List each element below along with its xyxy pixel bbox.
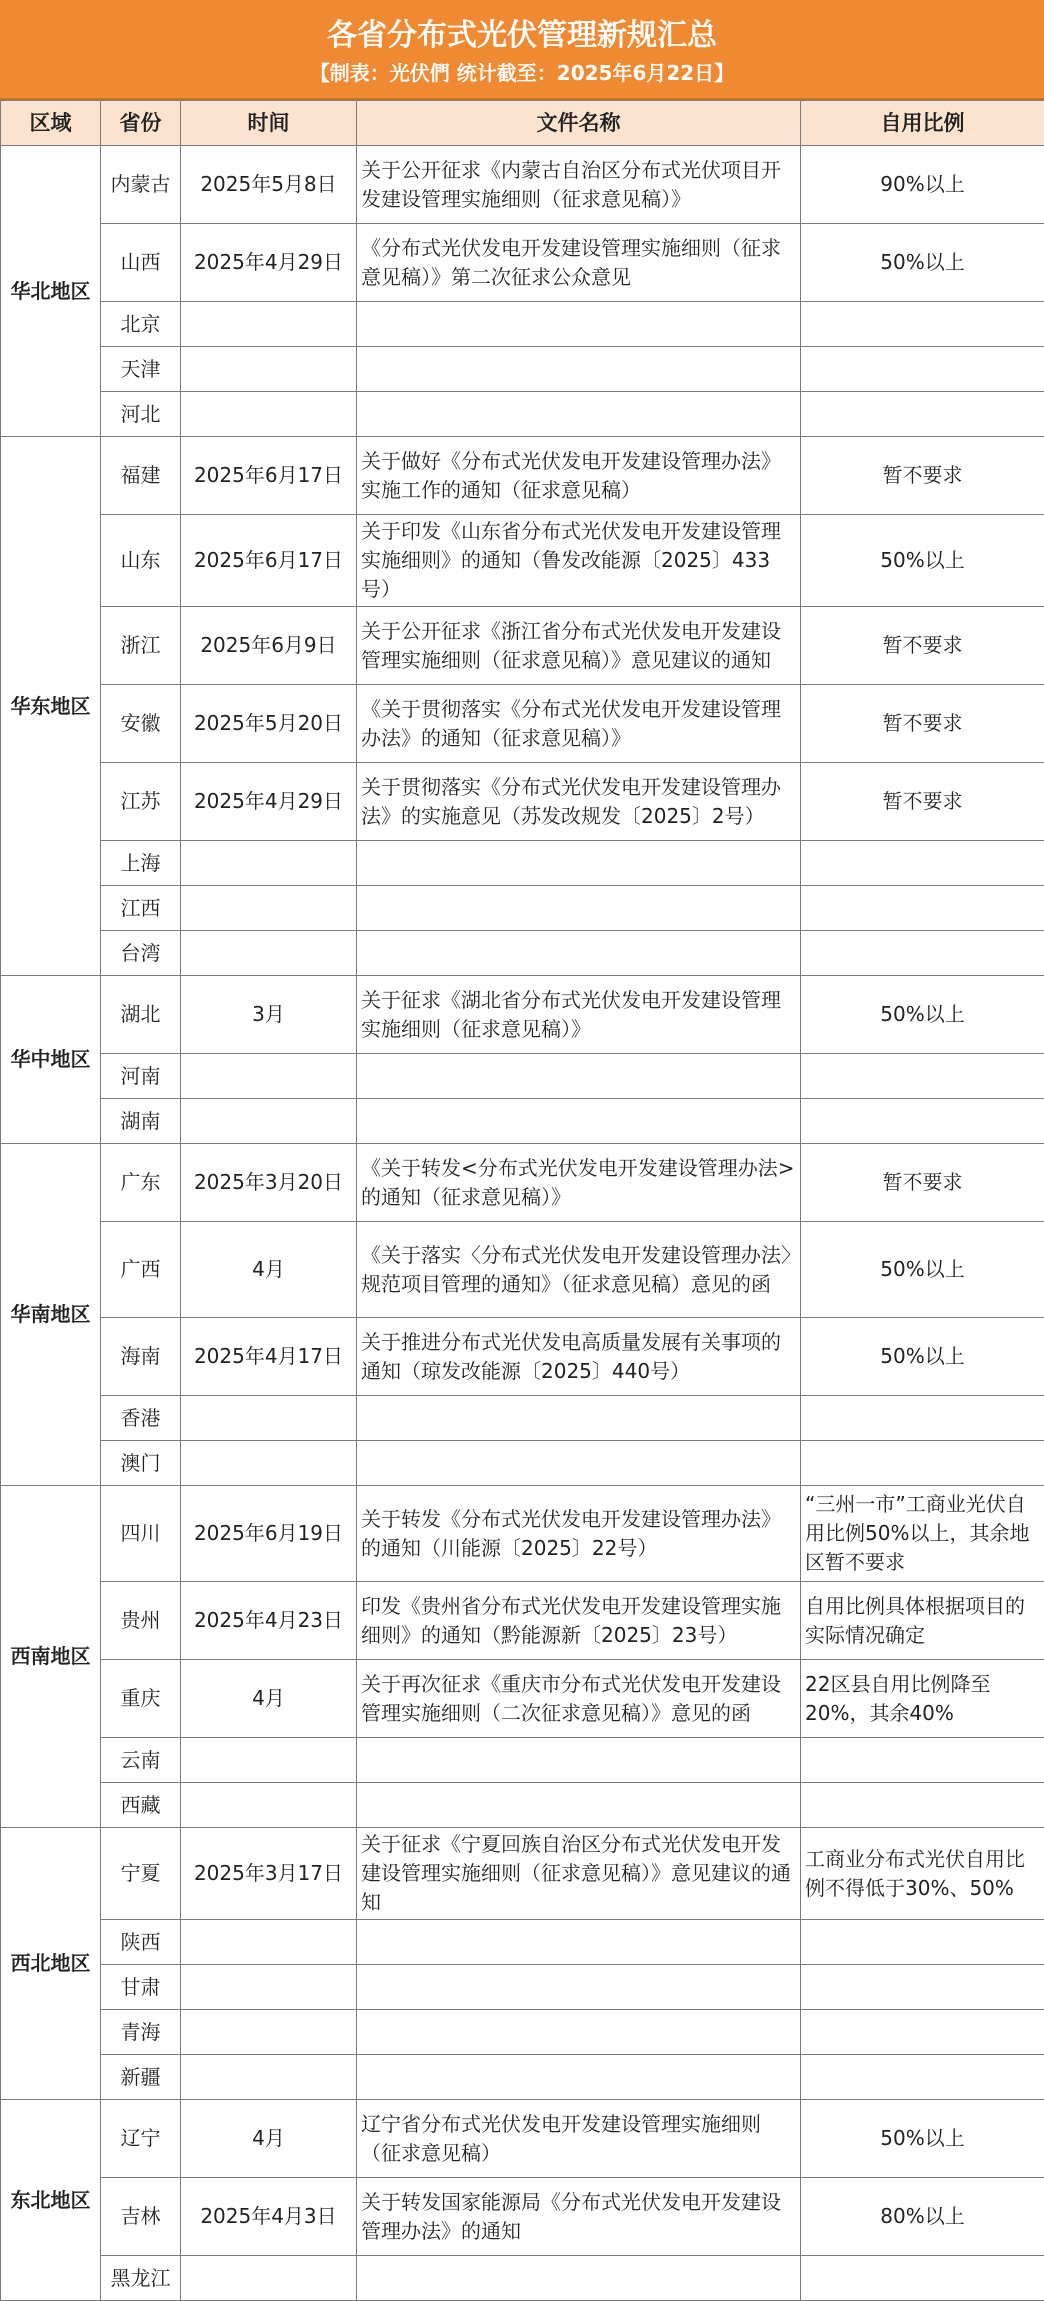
region-cell: 华北地区 (1, 146, 101, 437)
document-name-cell (357, 841, 801, 886)
table-row (1, 1054, 1044, 1099)
date-cell (181, 1738, 357, 1783)
province-cell: 贵州 (101, 1582, 181, 1660)
document-name-cell (357, 2010, 801, 2055)
document-name-cell (357, 1396, 801, 1441)
province-cell: 四川 (101, 1486, 181, 1582)
table-row (1, 1486, 1044, 1582)
province-cell: 安徽 (101, 685, 181, 763)
province-cell: 上海 (101, 841, 181, 886)
document-name-cell: 《关于转发<分布式光伏发电开发建设管理办法>的通知（征求意见稿）》 (357, 1144, 801, 1222)
page-subtitle: 【制表：光伏們 统计截至：2025年6月22日】 (0, 58, 1044, 88)
document-name-cell: 关于印发《山东省分布式光伏发电开发建设管理实施细则》的通知（鲁发改能源〔2025〕433号） (357, 515, 801, 607)
self-use-ratio-cell: 暂不要求 (801, 685, 1044, 763)
province-cell: 湖南 (101, 1099, 181, 1144)
document-name-cell (357, 302, 801, 347)
column-header-ratio: 自用比例 (801, 101, 1044, 146)
date-cell (181, 931, 357, 976)
self-use-ratio-cell: 80%以上 (801, 2178, 1044, 2256)
self-use-ratio-cell: 22区县自用比例降至20%，其余40% (801, 1660, 1044, 1738)
self-use-ratio-cell (801, 1054, 1044, 1099)
date-cell: 3月 (181, 976, 357, 1054)
date-cell (181, 841, 357, 886)
document-name-cell (357, 931, 801, 976)
province-cell: 浙江 (101, 607, 181, 685)
province-cell: 西藏 (101, 1783, 181, 1828)
table-row (1, 607, 1044, 685)
document-name-cell (357, 1441, 801, 1486)
table-row (1, 1920, 1044, 1965)
province-cell: 黑龙江 (101, 2256, 181, 2301)
province-cell: 江西 (101, 886, 181, 931)
province-cell: 山西 (101, 224, 181, 302)
province-cell: 湖北 (101, 976, 181, 1054)
date-cell (181, 886, 357, 931)
date-cell: 2025年3月20日 (181, 1144, 357, 1222)
self-use-ratio-cell (801, 1099, 1044, 1144)
table-row (1, 224, 1044, 302)
table-row (1, 685, 1044, 763)
date-cell (181, 2010, 357, 2055)
document-name-cell (357, 2055, 801, 2100)
province-cell: 重庆 (101, 1660, 181, 1738)
self-use-ratio-cell: 50%以上 (801, 1318, 1044, 1396)
table-row (1, 1144, 1044, 1222)
document-name-cell: 《关于落实〈分布式光伏发电开发建设管理办法〉规范项目管理的通知》（征求意见稿）意见的函 (357, 1222, 801, 1318)
province-cell: 台湾 (101, 931, 181, 976)
table-row (1, 886, 1044, 931)
document-name-cell: 关于推进分布式光伏发电高质量发展有关事项的通知（琼发改能源〔2025〕440号） (357, 1318, 801, 1396)
date-cell: 2025年4月3日 (181, 2178, 357, 2256)
date-cell: 2025年6月17日 (181, 515, 357, 607)
table-body (1, 146, 1044, 2301)
self-use-ratio-cell: 50%以上 (801, 515, 1044, 607)
column-header-region: 区域 (1, 101, 101, 146)
document-name-cell (357, 1099, 801, 1144)
table-row (1, 392, 1044, 437)
region-cell: 华南地区 (1, 1144, 101, 1486)
self-use-ratio-cell (801, 931, 1044, 976)
province-cell: 广东 (101, 1144, 181, 1222)
table-row (1, 2256, 1044, 2301)
province-cell: 宁夏 (101, 1828, 181, 1920)
date-cell: 2025年6月9日 (181, 607, 357, 685)
province-cell: 天津 (101, 347, 181, 392)
date-cell (181, 347, 357, 392)
date-cell: 4月 (181, 1222, 357, 1318)
page-title: 各省分布式光伏管理新规汇总 (0, 16, 1044, 56)
document-name-cell: 印发《贵州省分布式光伏发电开发建设管理实施细则》的通知（黔能源新〔2025〕23号） (357, 1582, 801, 1660)
date-cell (181, 2055, 357, 2100)
date-cell: 2025年6月19日 (181, 1486, 357, 1582)
region-cell: 华中地区 (1, 976, 101, 1144)
self-use-ratio-cell (801, 1920, 1044, 1965)
table-row (1, 1828, 1044, 1920)
date-cell: 2025年5月8日 (181, 146, 357, 224)
document-name-cell: 关于转发《分布式光伏发电开发建设管理办法》的通知（川能源〔2025〕22号） (357, 1486, 801, 1582)
date-cell (181, 302, 357, 347)
document-name-cell (357, 392, 801, 437)
table-row (1, 1783, 1044, 1828)
date-cell: 2025年3月17日 (181, 1828, 357, 1920)
self-use-ratio-cell (801, 1965, 1044, 2010)
date-cell: 2025年4月23日 (181, 1582, 357, 1660)
province-cell: 福建 (101, 437, 181, 515)
self-use-ratio-cell: 暂不要求 (801, 763, 1044, 841)
province-cell: 陕西 (101, 1920, 181, 1965)
region-cell: 华东地区 (1, 437, 101, 976)
date-cell: 2025年5月20日 (181, 685, 357, 763)
table-row (1, 515, 1044, 607)
province-cell: 河南 (101, 1054, 181, 1099)
self-use-ratio-cell (801, 347, 1044, 392)
table-row (1, 1738, 1044, 1783)
region-cell: 西北地区 (1, 1828, 101, 2100)
self-use-ratio-cell (801, 2010, 1044, 2055)
self-use-ratio-cell (801, 1396, 1044, 1441)
column-header-document: 文件名称 (357, 101, 801, 146)
date-cell: 2025年4月29日 (181, 763, 357, 841)
date-cell (181, 1783, 357, 1828)
table-row (1, 437, 1044, 515)
self-use-ratio-cell: 50%以上 (801, 976, 1044, 1054)
document-name-cell: 关于征求《宁夏回族自治区分布式光伏发电开发建设管理实施细则（征求意见稿）》意见建议的通知 (357, 1828, 801, 1920)
self-use-ratio-cell: 暂不要求 (801, 437, 1044, 515)
self-use-ratio-cell: “三州一市”工商业光伏自用比例50%以上，其余地区暂不要求 (801, 1486, 1044, 1582)
province-cell: 澳门 (101, 1441, 181, 1486)
table-row (1, 976, 1044, 1054)
date-cell (181, 1054, 357, 1099)
province-cell: 北京 (101, 302, 181, 347)
table-header-banner (0, 0, 1044, 100)
self-use-ratio-cell (801, 302, 1044, 347)
date-cell (181, 1965, 357, 2010)
table-row (1, 1965, 1044, 2010)
table-row (1, 2055, 1044, 2100)
date-cell (181, 1441, 357, 1486)
document-name-cell (357, 347, 801, 392)
document-name-cell: 关于公开征求《浙江省分布式光伏发电开发建设管理实施细则（征求意见稿）》意见建议的通知 (357, 607, 801, 685)
self-use-ratio-cell (801, 841, 1044, 886)
table-row (1, 347, 1044, 392)
region-cell: 西南地区 (1, 1486, 101, 1828)
table-row (1, 1222, 1044, 1318)
province-cell: 海南 (101, 1318, 181, 1396)
document-name-cell (357, 1965, 801, 2010)
self-use-ratio-cell (801, 2256, 1044, 2301)
column-header-province: 省份 (101, 101, 181, 146)
table-row (1, 2010, 1044, 2055)
document-name-cell (357, 1783, 801, 1828)
table-row (1, 1660, 1044, 1738)
date-cell (181, 392, 357, 437)
policy-table (0, 100, 1044, 2301)
table-row (1, 2178, 1044, 2256)
date-cell: 4月 (181, 2100, 357, 2178)
province-cell: 山东 (101, 515, 181, 607)
date-cell (181, 2256, 357, 2301)
region-cell: 东北地区 (1, 2100, 101, 2301)
province-cell: 甘肃 (101, 1965, 181, 2010)
document-name-cell (357, 1920, 801, 1965)
self-use-ratio-cell (801, 886, 1044, 931)
document-name-cell (357, 886, 801, 931)
table-row (1, 1318, 1044, 1396)
date-cell: 2025年4月17日 (181, 1318, 357, 1396)
province-cell: 吉林 (101, 2178, 181, 2256)
date-cell: 4月 (181, 1660, 357, 1738)
document-name-cell: 关于做好《分布式光伏发电开发建设管理办法》实施工作的通知（征求意见稿） (357, 437, 801, 515)
table-row (1, 302, 1044, 347)
date-cell (181, 1920, 357, 1965)
table-row (1, 931, 1044, 976)
self-use-ratio-cell: 50%以上 (801, 2100, 1044, 2178)
self-use-ratio-cell: 暂不要求 (801, 607, 1044, 685)
province-cell: 江苏 (101, 763, 181, 841)
self-use-ratio-cell: 工商业分布式光伏自用比例不得低于30%、50% (801, 1828, 1044, 1920)
date-cell (181, 1396, 357, 1441)
table-row (1, 841, 1044, 886)
self-use-ratio-cell (801, 1783, 1044, 1828)
column-header-row (1, 101, 1044, 146)
column-header-date: 时间 (181, 101, 357, 146)
self-use-ratio-cell: 90%以上 (801, 146, 1044, 224)
date-cell: 2025年4月29日 (181, 224, 357, 302)
province-cell: 香港 (101, 1396, 181, 1441)
province-cell: 内蒙古 (101, 146, 181, 224)
province-cell: 云南 (101, 1738, 181, 1783)
table-row (1, 146, 1044, 224)
document-name-cell: 关于征求《湖北省分布式光伏发电开发建设管理实施细则（征求意见稿）》 (357, 976, 801, 1054)
province-cell: 广西 (101, 1222, 181, 1318)
document-name-cell: 关于贯彻落实《分布式光伏发电开发建设管理办法》的实施意见（苏发改规发〔2025〕2号） (357, 763, 801, 841)
date-cell: 2025年6月17日 (181, 437, 357, 515)
table-row (1, 763, 1044, 841)
document-name-cell: 关于再次征求《重庆市分布式光伏发电开发建设管理实施细则（二次征求意见稿）》意见的函 (357, 1660, 801, 1738)
document-name-cell: 《关于贯彻落实《分布式光伏发电开发建设管理办法》的通知（征求意见稿）》 (357, 685, 801, 763)
document-name-cell: 关于转发国家能源局《分布式光伏发电开发建设管理办法》的通知 (357, 2178, 801, 2256)
table-row (1, 1441, 1044, 1486)
table-row (1, 1099, 1044, 1144)
table-row (1, 1396, 1044, 1441)
table-row (1, 2100, 1044, 2178)
self-use-ratio-cell (801, 2055, 1044, 2100)
document-name-cell (357, 1738, 801, 1783)
self-use-ratio-cell: 50%以上 (801, 1222, 1044, 1318)
province-cell: 辽宁 (101, 2100, 181, 2178)
self-use-ratio-cell (801, 1738, 1044, 1783)
document-name-cell: 《分布式光伏发电开发建设管理实施细则（征求意见稿）》第二次征求公众意见 (357, 224, 801, 302)
document-name-cell: 关于公开征求《内蒙古自治区分布式光伏项目开发建设管理实施细则（征求意见稿）》 (357, 146, 801, 224)
self-use-ratio-cell (801, 392, 1044, 437)
province-cell: 新疆 (101, 2055, 181, 2100)
document-name-cell: 辽宁省分布式光伏发电开发建设管理实施细则（征求意见稿） (357, 2100, 801, 2178)
document-name-cell (357, 1054, 801, 1099)
document-name-cell (357, 2256, 801, 2301)
self-use-ratio-cell (801, 1441, 1044, 1486)
self-use-ratio-cell: 自用比例具体根据项目的实际情况确定 (801, 1582, 1044, 1660)
province-cell: 青海 (101, 2010, 181, 2055)
self-use-ratio-cell: 暂不要求 (801, 1144, 1044, 1222)
date-cell (181, 1099, 357, 1144)
province-cell: 河北 (101, 392, 181, 437)
self-use-ratio-cell: 50%以上 (801, 224, 1044, 302)
table-row (1, 1582, 1044, 1660)
